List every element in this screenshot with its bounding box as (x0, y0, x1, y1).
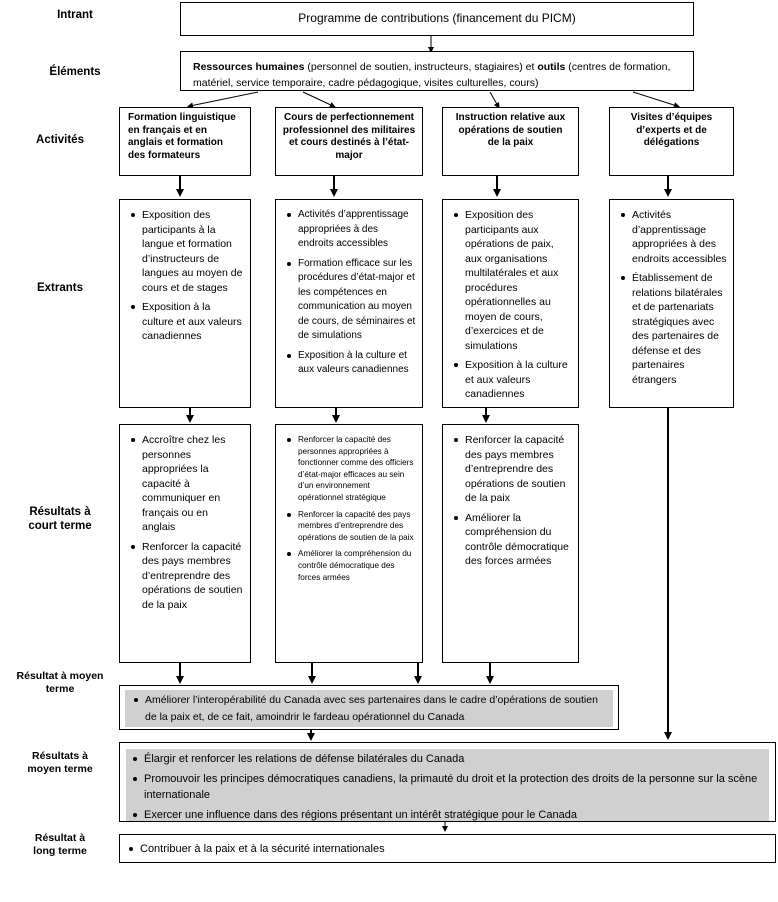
list-item: Accroître chez les personnes appropriées la capacité à communiquer en français ou en anglais (130, 433, 244, 535)
arrow-elements-act1 (190, 92, 258, 106)
elements-rh-label: Ressources humaines (193, 61, 305, 73)
activite-box-2: Cours de perfectionnement professionnel des militaires et cours destinés à l’état- major (275, 107, 423, 176)
list-item: Promouvoir les principes démocratiques canadiens, la primauté du droit et la protection des droits de la personne sur la scène internationale (130, 771, 765, 804)
moyen-terme-1-highlight (125, 690, 613, 727)
activite-box-4: Visites d’équipes d’experts et de délégations (609, 107, 734, 176)
list-item: Renforcer la capacité des personnes appropriées à fonctionner comme des officiers d’état-major efficaces au sein d’un environnement opérationnel stratégique (286, 434, 416, 504)
court-terme-box-2 (275, 424, 423, 663)
label-moyen-terme-2: Résultats à moyen terme (27, 750, 93, 775)
court-terme-box-3 (442, 424, 579, 663)
list-item: Formation efficace sur les procédures d’état-major et les compétences en communication au moyen de cours, de séminaires et de simulations (286, 257, 416, 344)
list-item: Exposition des participants à la langue et formation d’instructeurs de langues au moyen de cours et de stages (130, 208, 244, 295)
moyen-terme-2-highlight (126, 749, 769, 822)
list-item: Renforcer la capacité des pays membres d’entreprendre des opérations de soutien de la paix (130, 540, 244, 613)
extrant-box-1 (119, 199, 251, 408)
court-terme-box-1 (119, 424, 251, 663)
list-item: Améliorer la compréhension du contrôle démocratique des forces armées (286, 548, 416, 583)
list-item: Exercer une influence dans des régions présentant un intérêt stratégique pour le Canada (130, 807, 765, 823)
activite-box-1: Formation linguistique en français et en anglais et formation des formateurs (119, 107, 251, 176)
list-item: Exposition à la culture et aux valeurs canadiennes (453, 358, 572, 402)
extrant-box-4 (609, 199, 734, 408)
label-court-terme: Résultats à court terme (28, 506, 92, 532)
list-item: Améliorer l’interopérabilité du Canada avec ses partenaires dans le cadre d’opérations de soutien de la paix et, de ce fait, amoindrir le fardeau opérationnel du Canada (131, 692, 609, 726)
list-item: Améliorer la compréhension du contrôle démocratique des forces armées (453, 511, 572, 569)
list-item: Renforcer la capacité des pays membres d’entreprendre des opérations de soutien de la paix (453, 433, 572, 506)
label-activites: Activités (36, 134, 84, 146)
label-extrants: Extrants (36, 282, 84, 294)
list-item: Activités d’apprentissage appropriées à des endroits accessibles (620, 208, 727, 266)
elements-outils-label: outils (537, 61, 566, 73)
list-item: Activités d’apprentissage appropriées à des endroits accessibles (286, 208, 416, 252)
list-item: Exposition des participants aux opérations de paix, aux organisations multilatérales et aux procédures opérationnelles au moyen de cours, d’exercices et de simulations (453, 208, 572, 353)
list-item: Renforcer la capacité des pays membres d’entreprendre des opérations de soutien de la paix (286, 509, 416, 544)
extrant-box-2 (275, 199, 423, 408)
elements-rh-text: (personnel de soutien, instructeurs, stagiaires) et (304, 61, 538, 73)
list-item: Contribuer à la paix et à la sécurité internationales (126, 841, 769, 858)
elements-outils-text: (centres de formation, matériel, service temporaire, cadre pédagogique, visites culturelles, cours) (193, 61, 671, 89)
list-item: Établissement de relations bilatérales et de partenariats stratégiques avec des partenaires de défense et des partenaires étrangers (620, 271, 727, 387)
label-elements: Éléments (49, 66, 101, 78)
arrow-elements-act3 (490, 92, 498, 106)
elements-box (180, 51, 694, 91)
list-item: Exposition à la culture et aux valeurs canadiennes (130, 300, 244, 344)
list-item: Élargir et renforcer les relations de défense bilatérales du Canada (130, 751, 765, 768)
extrant-box-3 (442, 199, 579, 408)
list-item: Exposition à la culture et aux valeurs canadiennes (286, 349, 416, 378)
arrow-elements-act2 (303, 92, 333, 106)
moyen-terme-2-box (119, 742, 776, 822)
intrant-text: Programme de contributions (financement du PICM) (298, 11, 576, 25)
arrow-elements-act4 (633, 92, 677, 106)
intrant-box (180, 2, 694, 36)
label-moyen-terme-1: Résultat à moyen terme (16, 670, 104, 695)
moyen-terme-1-box (119, 685, 619, 730)
activite-box-3: Instruction relative aux opérations de soutien de la paix (442, 107, 579, 176)
label-long-terme: Résultat à long terme (33, 832, 87, 857)
long-terme-box (119, 834, 776, 863)
label-intrant: Intrant (57, 9, 93, 21)
